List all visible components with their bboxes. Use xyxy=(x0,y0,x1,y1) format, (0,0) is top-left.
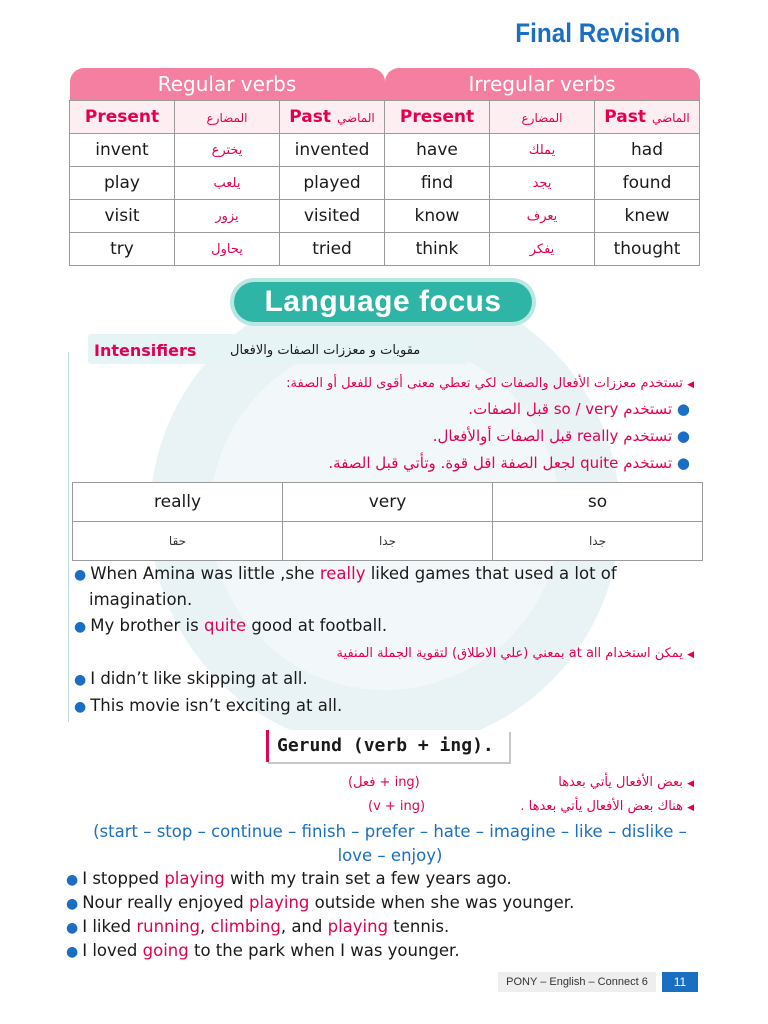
gerund-rule-1: ◀ بعض الأفعال يأتي بعدها xyxy=(558,775,694,790)
present-header: Present xyxy=(385,101,490,134)
intensifier-meaning: جدا xyxy=(283,522,493,561)
example-sentence: ● My brother is quite good at football. xyxy=(74,616,388,635)
intensifiers-table xyxy=(72,482,703,561)
intensifier-meaning: جدا xyxy=(493,522,703,561)
gerund-heading: Gerund (verb + ing). xyxy=(266,730,509,762)
table-row: visit يزور visited xyxy=(70,200,385,233)
regular-verbs-table xyxy=(69,68,385,266)
irregular-verbs-title: Irregular verbs xyxy=(385,68,700,101)
rule-item: ● تستخدم quite لجعل الصفة اقل قوة. وتأتي قبل الصفة. xyxy=(328,454,690,472)
table-row: have يملك had xyxy=(385,134,700,167)
page-title: Final Revision xyxy=(515,18,680,48)
footer-book-title: PONY – English – Connect 6 xyxy=(498,972,656,992)
table-row: invent يخترع invented xyxy=(70,134,385,167)
intensifiers-label-ar: مقويات و معززات الصفات والافعال xyxy=(230,343,421,358)
table-row: try يحاول tried xyxy=(70,233,385,266)
past-header: Past الماضي xyxy=(280,101,385,134)
rule-item: ● تستخدم so / very قبل الصفات. xyxy=(468,400,690,418)
intensifier-word: so xyxy=(493,483,703,522)
table-row: think يفكر thought xyxy=(385,233,700,266)
irregular-verbs-table xyxy=(384,68,700,266)
example-sentence: ● I didn’t like skipping at all. xyxy=(74,669,308,688)
gerund-verb-list: (start – stop – continue – finish – prefer – hate – imagine – like – dislike – love – enjoy) xyxy=(93,822,687,865)
example-sentence: ● When Amina was little ,she really liked games that used a lot of xyxy=(74,564,617,583)
gerund-formula-2: (v + ing) xyxy=(368,799,426,814)
gerund-example: ● I stopped playing with my train set a few years ago. xyxy=(66,869,512,888)
gerund-formula-1: (فعل + ing) xyxy=(348,775,420,790)
intensifiers-note: ◀ تستخدم معززات الأفعال والصفات لكي تعطي معنى أقوى للفعل أو الصفة: xyxy=(286,376,694,391)
table-row: find يجد found xyxy=(385,167,700,200)
gerund-example: ● I liked running, climbing, and playing tennis. xyxy=(66,917,450,936)
present-ar-header: المضارع xyxy=(490,101,595,134)
intensifier-word: very xyxy=(283,483,493,522)
language-focus-heading: Language focus xyxy=(234,282,532,322)
rule-item: ● تستخدم really قبل الصفات أوالأفعال. xyxy=(432,427,690,445)
intensifier-word: really xyxy=(73,483,283,522)
gerund-example: ● Nour really enjoyed playing outside when she was younger. xyxy=(66,893,575,912)
past-header: Past الماضي xyxy=(595,101,700,134)
present-header: Present xyxy=(70,101,175,134)
regular-verbs-title: Regular verbs xyxy=(70,68,385,101)
example-sentence: ● This movie isn’t exciting at all. xyxy=(74,696,343,715)
table-row: know يعرف knew xyxy=(385,200,700,233)
gerund-example: ● I loved going to the park when I was younger. xyxy=(66,941,460,960)
table-row: play يلعب played xyxy=(70,167,385,200)
intensifiers-label: Intensifiers xyxy=(94,341,197,360)
present-ar-header: المضارع xyxy=(175,101,280,134)
intensifier-meaning: حقا xyxy=(73,522,283,561)
gerund-rule-2: ◀ هناك بعض الأفعال يأتي بعدها . xyxy=(520,799,694,814)
page-number: 11 xyxy=(662,972,698,992)
at-all-note: ◀ يمكن استخدام at all بمعني (علي الاطلاق) لتقوية الجملة المنفية xyxy=(336,646,694,661)
example-sentence-cont: imagination. xyxy=(89,590,193,609)
